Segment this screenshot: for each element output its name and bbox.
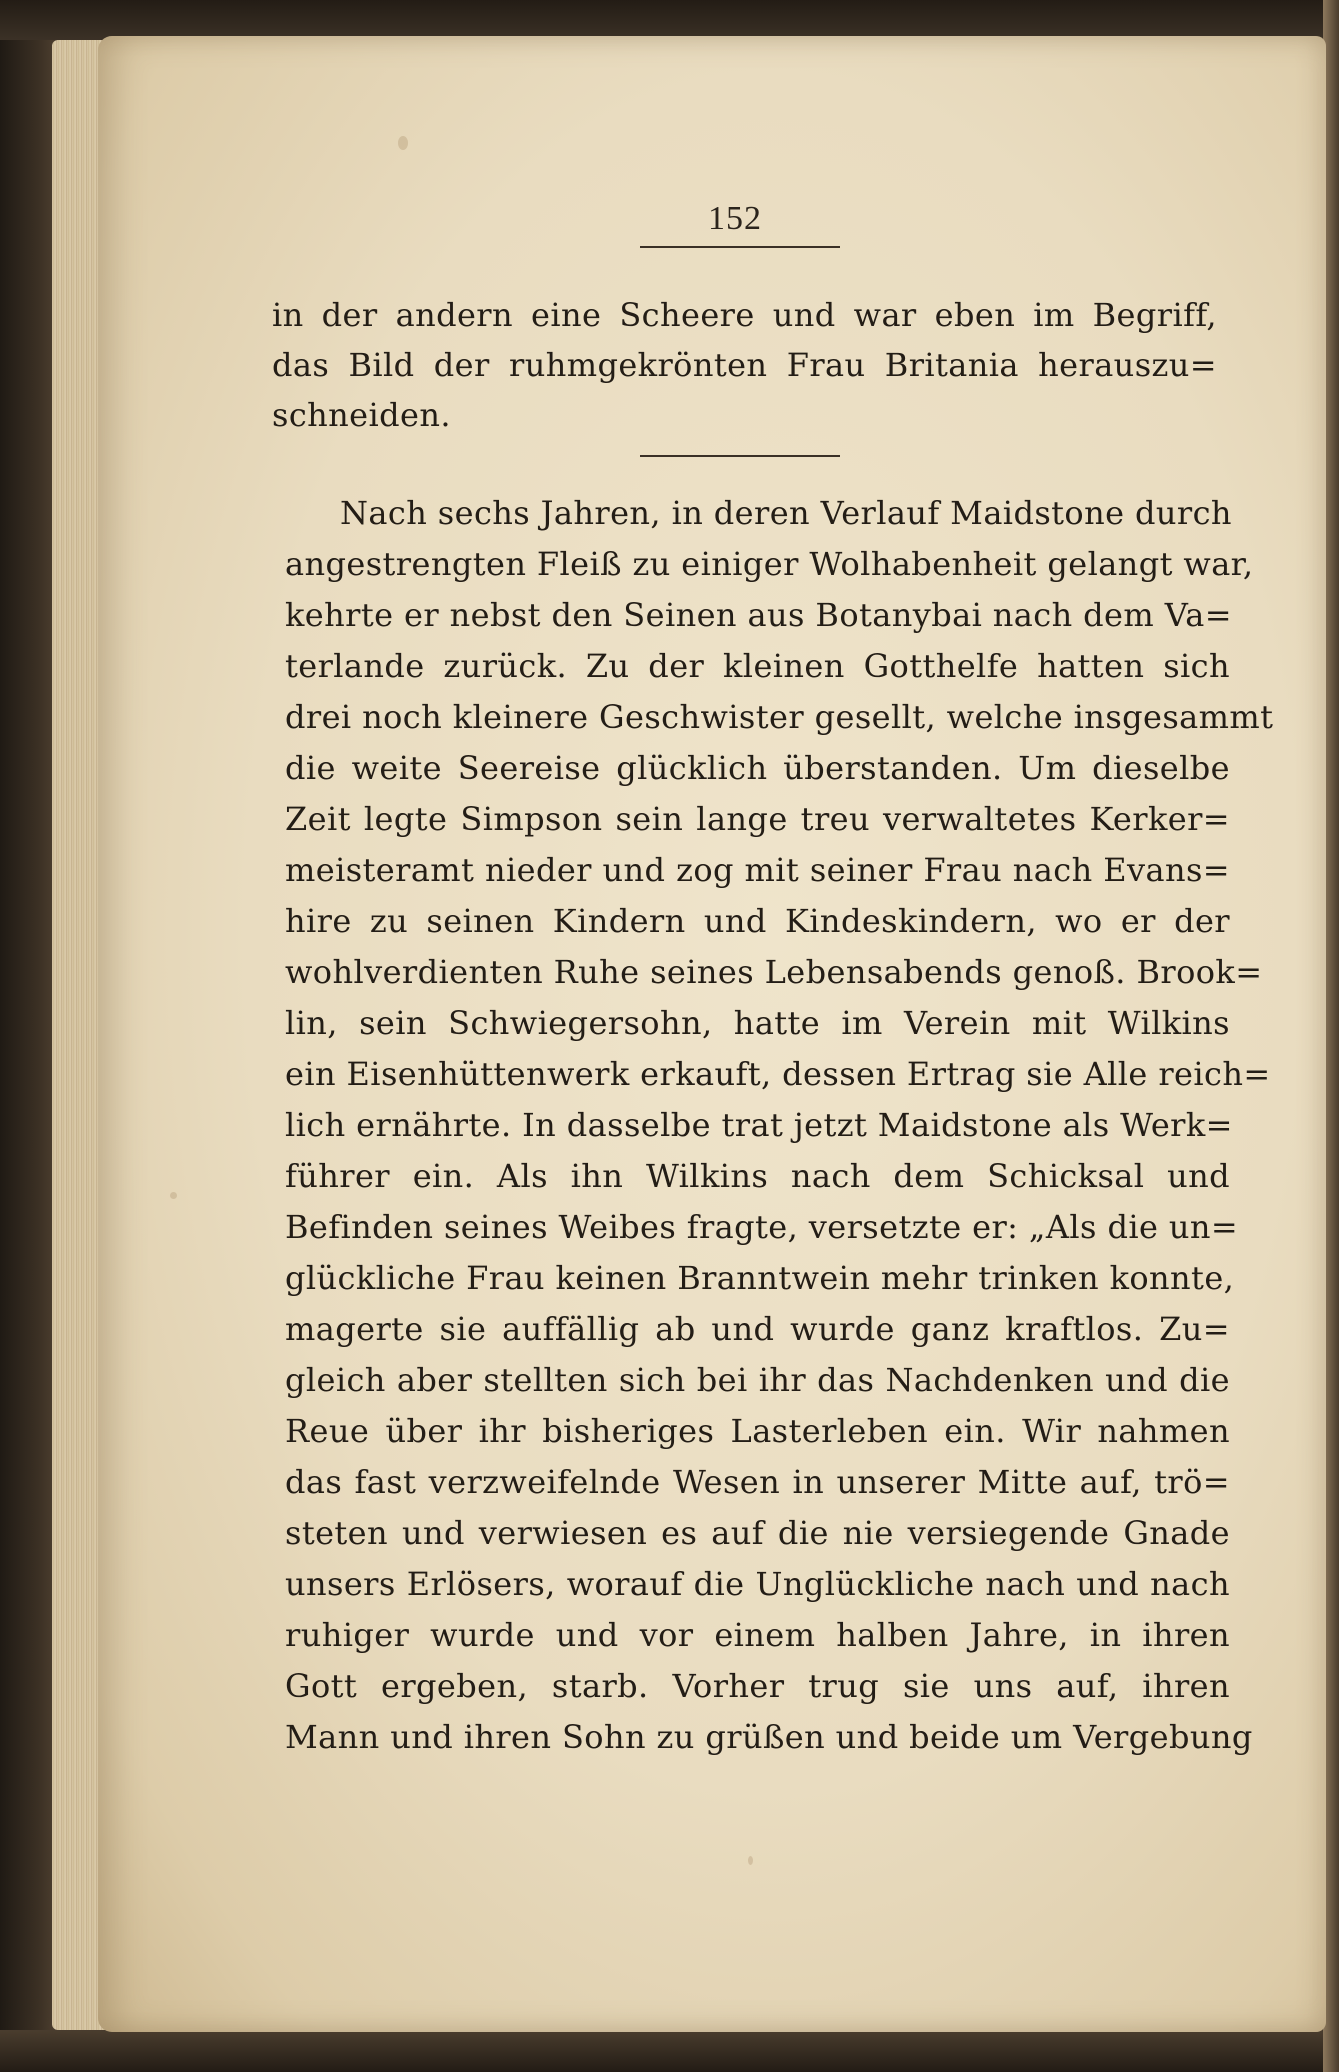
header-rule [640, 246, 840, 248]
text-line: die weite Seereise glücklich überstanden. Um dieselbe [285, 749, 1230, 787]
paper-stain [170, 1192, 177, 1199]
text-line: angestrengten Fleiß zu einiger Wolhabenheit gelangt war, [285, 545, 1254, 583]
text-line: steten und verwiesen es auf die nie versiegende Gnade [285, 1514, 1230, 1552]
text-line: meisteramt nieder und zog mit seiner Frau nach Evans= [285, 851, 1230, 889]
text-line: magerte sie auffällig ab und wurde ganz kraftlos. Zu= [285, 1310, 1230, 1348]
text-line: lich ernährte. In dasselbe trat jetzt Maidstone als Werk= [285, 1106, 1233, 1144]
text-line: ein Eisenhüttenwerk erkauft, dessen Ertrag sie Alle reich= [285, 1055, 1271, 1093]
section-divider [640, 455, 840, 457]
text-line: führer ein. Als ihn Wilkins nach dem Schicksal und [285, 1157, 1230, 1195]
text-line: Mann und ihren Sohn zu grüßen und beide um Vergebung [285, 1718, 1253, 1756]
paper-stain [398, 136, 408, 150]
top-shadow [0, 0, 1339, 40]
text-line: gleich aber stellten sich bei ihr das Nachdenken und die [285, 1361, 1230, 1399]
text-line: ruhiger wurde und vor einem halben Jahre, in ihren [285, 1616, 1230, 1654]
text-line: unsers Erlösers, worauf die Unglückliche nach und nach [285, 1565, 1230, 1603]
text-line: in der andern eine Scheere und war eben im Begriff, [272, 296, 1217, 334]
text-line: Befinden seines Weibes fragte, versetzte er: „Als die un= [285, 1208, 1239, 1246]
text-line: Gott ergeben, starb. Vorher trug sie uns auf, ihren [285, 1667, 1230, 1705]
text-line: wohlverdienten Ruhe seines Lebensabends genoß. Brook= [285, 953, 1263, 991]
text-line: glückliche Frau keinen Branntwein mehr trinken konnte, [285, 1259, 1235, 1297]
text-line: das fast verzweifelnde Wesen in unserer Mitte auf, trö= [285, 1463, 1230, 1501]
text-line: schneiden. [272, 396, 451, 434]
text-line: Reue über ihr bisheriges Lasterleben ein. Wir nahmen [285, 1412, 1230, 1450]
page-number: 152 [708, 200, 762, 237]
text-line: hire zu seinen Kindern und Kindeskindern, wo er der [285, 902, 1230, 940]
bottom-shadow [0, 2030, 1339, 2072]
text-line: drei noch kleinere Geschwister gesellt, welche insgesammt [285, 698, 1274, 736]
text-line: lin, sein Schwiegersohn, hatte im Verein mit Wilkins [285, 1004, 1230, 1042]
text-line: kehrte er nebst den Seinen aus Botanybai nach dem Va= [285, 596, 1232, 634]
text-line: das Bild der ruhmgekrönten Frau Britania herauszu= [272, 346, 1217, 384]
text-line: Nach sechs Jahren, in deren Verlauf Maidstone durch [340, 494, 1232, 532]
text-line: Zeit legte Simpson sein lange treu verwaltetes Kerker= [285, 800, 1230, 838]
paper-stain [748, 1856, 753, 1865]
text-line: terlande zurück. Zu der kleinen Gotthelfe hatten sich [285, 647, 1230, 685]
